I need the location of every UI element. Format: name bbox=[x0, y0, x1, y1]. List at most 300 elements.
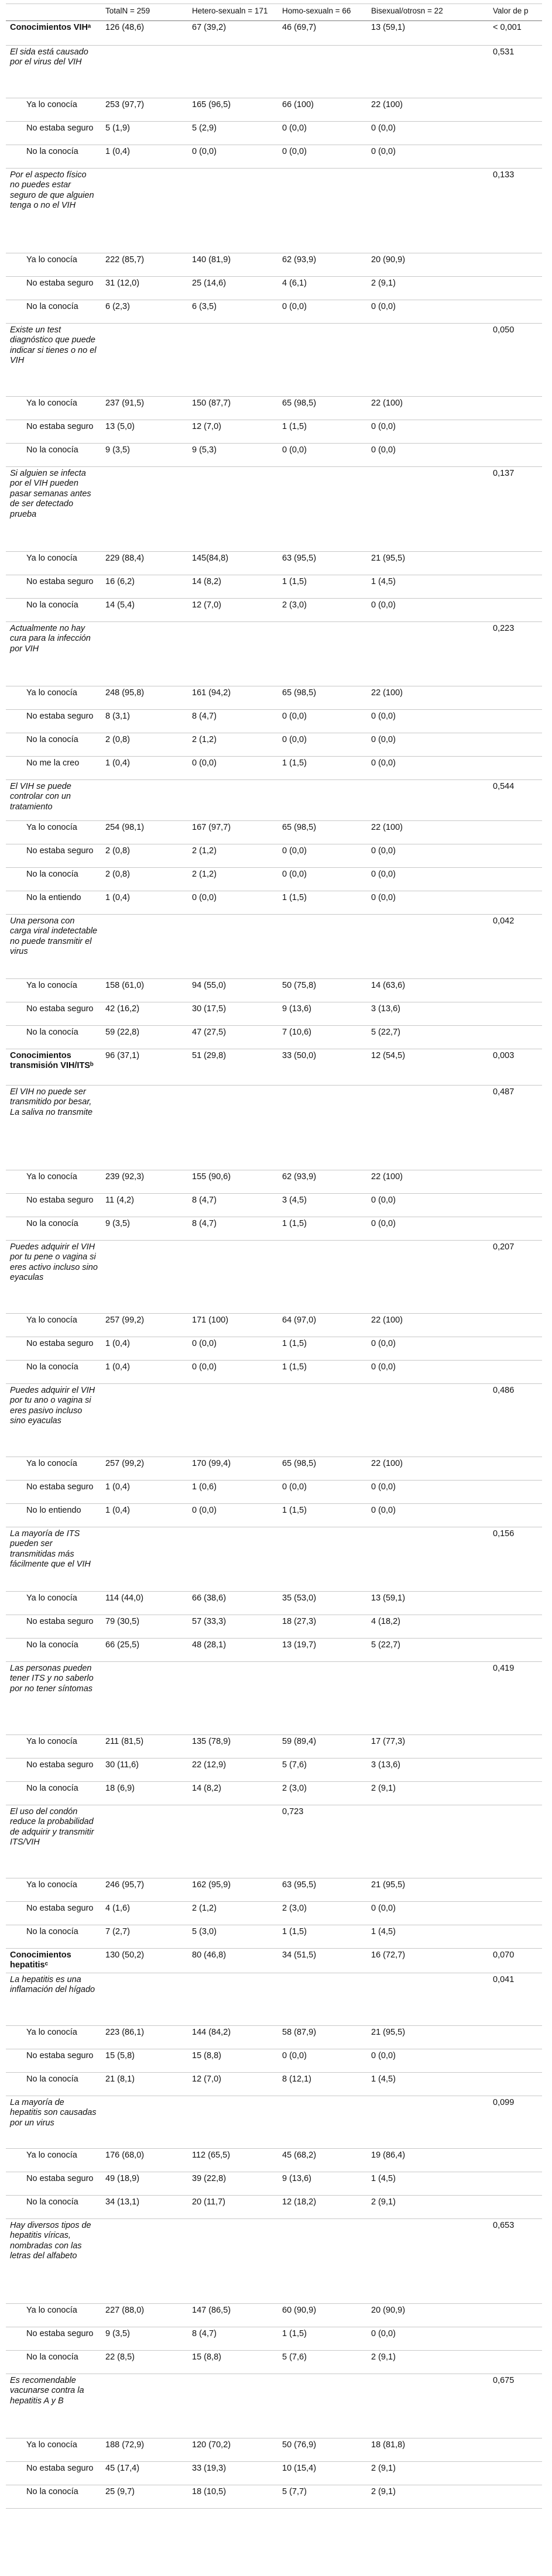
answer-row bbox=[6, 1217, 542, 1241]
answer-row bbox=[6, 891, 542, 915]
homosexual-value: 33 (50,0) bbox=[282, 1051, 317, 1060]
answer-row bbox=[6, 420, 542, 444]
row-label: Actualmente no hay cura para la infección por VIH bbox=[10, 624, 91, 654]
heterosexual-value: 2 (1,2) bbox=[192, 870, 217, 879]
row-label: La mayoría de ITS pueden ser transmitidas más fácilmente que el VIH bbox=[10, 1529, 91, 1569]
homosexual-value: 62 (93,9) bbox=[282, 1172, 317, 1181]
answer-row bbox=[6, 868, 542, 891]
row-label: No la entiendo bbox=[26, 893, 81, 902]
heterosexual-value: 140 (81,9) bbox=[192, 255, 231, 265]
bisexual-value: 0 (0,0) bbox=[371, 422, 396, 431]
heterosexual-value: 0 (0,0) bbox=[192, 1362, 217, 1372]
total-value: 15 (5,8) bbox=[105, 2051, 135, 2060]
total-value: 9 (3,5) bbox=[105, 1219, 130, 1228]
question-row bbox=[6, 46, 542, 98]
homosexual-value: 1 (1,5) bbox=[282, 1362, 307, 1372]
answer-row bbox=[6, 1026, 542, 1049]
bisexual-value: 22 (100) bbox=[371, 823, 403, 832]
answer-row bbox=[6, 1170, 542, 1194]
question-row bbox=[6, 1241, 542, 1314]
heterosexual-value: 66 (38,6) bbox=[192, 1593, 227, 1603]
homosexual-value: 8 (12,1) bbox=[282, 2074, 311, 2084]
total-value: 45 (17,4) bbox=[105, 2464, 140, 2473]
homosexual-value: 1 (1,5) bbox=[282, 1506, 307, 1515]
heterosexual-value: 15 (8,8) bbox=[192, 2352, 221, 2362]
homosexual-value: 2 (3,0) bbox=[282, 600, 307, 610]
homosexual-value: 5 (7,6) bbox=[282, 1760, 307, 1770]
answer-row bbox=[6, 1758, 542, 1782]
homosexual-value: 3 (4,5) bbox=[282, 1196, 307, 1205]
bisexual-value: 21 (95,5) bbox=[371, 1880, 406, 1890]
row-label: La mayoría de hepatitis son causadas por un virus bbox=[10, 2098, 97, 2128]
bisexual-value: 22 (100) bbox=[371, 399, 403, 408]
total-value: 223 (86,1) bbox=[105, 2028, 145, 2037]
answer-row bbox=[6, 1337, 542, 1361]
bisexual-value: 3 (13,6) bbox=[371, 1004, 400, 1014]
homosexual-value: 64 (97,0) bbox=[282, 1316, 317, 1325]
row-label: Ya lo conocía bbox=[26, 1880, 77, 1890]
bisexual-value: 5 (22,7) bbox=[371, 1640, 400, 1650]
heterosexual-value: 80 (46,8) bbox=[192, 1950, 227, 1960]
row-label: La hepatitis es una inflamación del hígado bbox=[10, 1975, 95, 1995]
answer-row bbox=[6, 98, 542, 122]
row-label: No la conocía bbox=[26, 1219, 78, 1228]
bisexual-value: 22 (100) bbox=[371, 1459, 403, 1468]
homosexual-value: 0 (0,0) bbox=[282, 846, 307, 856]
answer-row bbox=[6, 2327, 542, 2351]
row-label: Es recomendable vacunarse contra la hepatitis A y B bbox=[10, 2376, 84, 2406]
answer-row bbox=[6, 2172, 542, 2196]
row-label: Ya lo conocía bbox=[26, 1172, 77, 1181]
row-label: No la conocía bbox=[26, 147, 78, 156]
bisexual-value: 22 (100) bbox=[371, 1316, 403, 1325]
bisexual-value: 1 (4,5) bbox=[371, 2174, 396, 2183]
row-label: Ya lo conocía bbox=[26, 100, 77, 109]
answer-row bbox=[6, 2304, 542, 2327]
table-header bbox=[6, 4, 542, 21]
p-value: 0,099 bbox=[493, 2098, 515, 2107]
total-value: 31 (12,0) bbox=[105, 279, 140, 288]
homosexual-value: 0 (0,0) bbox=[282, 870, 307, 879]
bisexual-value: 0 (0,0) bbox=[371, 1339, 396, 1348]
homosexual-value: 50 (75,8) bbox=[282, 981, 317, 990]
homosexual-value: 58 (87,9) bbox=[282, 2028, 317, 2037]
row-label: No la conocía bbox=[26, 1784, 78, 1793]
row-label: El sida está causado por el virus del VIH bbox=[10, 47, 88, 67]
p-value: 0,050 bbox=[493, 325, 515, 335]
row-label: No la conocía bbox=[26, 2352, 78, 2362]
heterosexual-value: 14 (8,2) bbox=[192, 577, 221, 586]
bisexual-value: 3 (13,6) bbox=[371, 1760, 400, 1770]
header-heterosexual: Hetero-sexualn = 171 bbox=[192, 6, 268, 15]
heterosexual-value: 33 (19,3) bbox=[192, 2464, 227, 2473]
heterosexual-value: 5 (3,0) bbox=[192, 1927, 217, 1936]
homosexual-value: 2 (3,0) bbox=[282, 1904, 307, 1913]
answer-row bbox=[6, 757, 542, 780]
homosexual-value: 34 (51,5) bbox=[282, 1950, 317, 1960]
homosexual-value: 0 (0,0) bbox=[282, 735, 307, 744]
bisexual-value: 0 (0,0) bbox=[371, 870, 396, 879]
question-row bbox=[6, 1662, 542, 1735]
bisexual-value: 16 (72,7) bbox=[371, 1950, 406, 1960]
answer-row bbox=[6, 1639, 542, 1662]
total-value: 1 (0,4) bbox=[105, 1506, 130, 1515]
heterosexual-value: 8 (4,7) bbox=[192, 1196, 217, 1205]
homosexual-value: 1 (1,5) bbox=[282, 893, 307, 902]
total-value: 1 (0,4) bbox=[105, 758, 130, 768]
homosexual-value: 65 (98,5) bbox=[282, 1459, 317, 1468]
row-label: Ya lo conocía bbox=[26, 2440, 77, 2450]
homosexual-value: 5 (7,6) bbox=[282, 2352, 307, 2362]
heterosexual-value: 25 (14,6) bbox=[192, 279, 227, 288]
answer-row bbox=[6, 2462, 542, 2485]
answer-row bbox=[6, 1592, 542, 1615]
total-value: 9 (3,5) bbox=[105, 2329, 130, 2338]
total-value: 211 (81,5) bbox=[105, 1737, 144, 1746]
homosexual-value: 0 (0,0) bbox=[282, 147, 307, 156]
row-label: No la conocía bbox=[26, 2074, 78, 2084]
bisexual-value: 12 (54,5) bbox=[371, 1051, 406, 1060]
answer-row bbox=[6, 2196, 542, 2219]
homosexual-value: 59 (89,4) bbox=[282, 1737, 317, 1746]
homosexual-value: 65 (98,5) bbox=[282, 399, 317, 408]
row-label: No estaba seguro bbox=[26, 279, 94, 288]
answer-row bbox=[6, 444, 542, 467]
heterosexual-value: 2 (1,2) bbox=[192, 846, 217, 856]
heterosexual-value: 94 (55,0) bbox=[192, 981, 227, 990]
row-label: No me la creo bbox=[26, 758, 80, 768]
homosexual-value: 7 (10,6) bbox=[282, 1028, 311, 1037]
heterosexual-value: 67 (39,2) bbox=[192, 23, 227, 32]
homosexual-value: 2 (3,0) bbox=[282, 1784, 307, 1793]
heterosexual-value: 8 (4,7) bbox=[192, 2329, 217, 2338]
total-value: 25 (9,7) bbox=[105, 2487, 135, 2496]
answer-row bbox=[6, 1457, 542, 1481]
heterosexual-value: 161 (94,2) bbox=[192, 688, 231, 698]
heterosexual-value: 6 (3,5) bbox=[192, 302, 217, 311]
row-label: Ya lo conocía bbox=[26, 255, 77, 265]
total-value: 14 (5,4) bbox=[105, 600, 135, 610]
row-label: Ya lo conocía bbox=[26, 981, 77, 990]
row-label: No estaba seguro bbox=[26, 422, 94, 431]
total-value: 126 (48,6) bbox=[105, 23, 145, 32]
homosexual-value: 46 (69,7) bbox=[282, 23, 317, 32]
homosexual-value: 9 (13,6) bbox=[282, 1004, 311, 1014]
homosexual-value: 1 (1,5) bbox=[282, 1927, 307, 1936]
p-value: 0,042 bbox=[493, 916, 515, 926]
bisexual-value: 0 (0,0) bbox=[371, 2329, 396, 2338]
heterosexual-value: 51 (29,8) bbox=[192, 1051, 227, 1060]
row-label: Conocimientos hepatitisᶜ bbox=[10, 1950, 71, 1970]
row-label: Ya lo conocía bbox=[26, 2151, 77, 2160]
row-label: Puedes adquirir el VIH por tu pene o vagina si eres activo incluso sino eyaculas bbox=[10, 1242, 98, 1283]
row-label: Hay diversos tipos de hepatitis víricas, nombradas con las letras del alfabeto bbox=[10, 2221, 91, 2261]
row-label: No la conocía bbox=[26, 2487, 78, 2496]
row-label: Ya lo conocía bbox=[26, 2306, 77, 2315]
bisexual-value: 0 (0,0) bbox=[371, 123, 396, 133]
p-value: 0,675 bbox=[493, 2376, 515, 2385]
row-label: No estaba seguro bbox=[26, 846, 94, 856]
total-value: 2 (0,8) bbox=[105, 870, 130, 879]
row-label: Conocimientos VIHᵃ bbox=[10, 23, 91, 32]
bisexual-value: 0 (0,0) bbox=[371, 846, 396, 856]
p-value: 0,041 bbox=[493, 1975, 515, 1984]
answer-row bbox=[6, 1782, 542, 1805]
answer-row bbox=[6, 1361, 542, 1384]
answer-row bbox=[6, 1194, 542, 1217]
answer-row bbox=[6, 821, 542, 844]
bisexual-value: 1 (4,5) bbox=[371, 1927, 396, 1936]
homosexual-value: 9 (13,6) bbox=[282, 2174, 311, 2183]
row-label: No la conocía bbox=[26, 1640, 78, 1650]
row-label: Conocimientos transmisión VIH/ITSᵇ bbox=[10, 1051, 94, 1071]
heterosexual-value: 0 (0,0) bbox=[192, 893, 217, 902]
total-value: 257 (99,2) bbox=[105, 1459, 145, 1468]
answer-row bbox=[6, 599, 542, 622]
question-row bbox=[6, 915, 542, 979]
total-value: 1 (0,4) bbox=[105, 893, 130, 902]
answer-row bbox=[6, 979, 542, 1002]
heterosexual-value: 0 (0,0) bbox=[192, 758, 217, 768]
homosexual-value: 0 (0,0) bbox=[282, 712, 307, 721]
answer-row bbox=[6, 397, 542, 420]
p-value: 0,486 bbox=[493, 1386, 515, 1395]
row-label: Ya lo conocía bbox=[26, 554, 77, 563]
p-value: 0,207 bbox=[493, 1242, 515, 1252]
row-label: No la conocía bbox=[26, 870, 78, 879]
total-value: 59 (22,8) bbox=[105, 1028, 140, 1037]
total-value: 158 (61,0) bbox=[105, 981, 145, 990]
bisexual-value: 22 (100) bbox=[371, 1172, 403, 1181]
p-value: 0,653 bbox=[493, 2221, 515, 2230]
total-value: 16 (6,2) bbox=[105, 577, 135, 586]
total-value: 1 (0,4) bbox=[105, 1339, 130, 1348]
heterosexual-value: 15 (8,8) bbox=[192, 2051, 221, 2060]
heterosexual-value: 0 (0,0) bbox=[192, 1339, 217, 1348]
question-row bbox=[6, 1973, 542, 2026]
row-label: No estaba seguro bbox=[26, 2051, 94, 2060]
homosexual-value: 1 (1,5) bbox=[282, 1339, 307, 1348]
row-label: Si alguien se infecta por el VIH pueden pasar semanas antes de ser detectado prueba bbox=[10, 469, 91, 519]
question-row bbox=[6, 2374, 542, 2438]
heterosexual-value: 155 (90,6) bbox=[192, 1172, 231, 1181]
bisexual-value: 13 (59,1) bbox=[371, 23, 406, 32]
bisexual-value: 0 (0,0) bbox=[371, 1196, 396, 1205]
answer-row bbox=[6, 1002, 542, 1026]
homosexual-value: 62 (93,9) bbox=[282, 255, 317, 265]
heterosexual-value: 167 (97,7) bbox=[192, 823, 231, 832]
row-label: El VIH no puede ser transmitido por besar, La saliva no transmite bbox=[10, 1087, 93, 1117]
total-value: 1 (0,4) bbox=[105, 1482, 130, 1492]
question-row bbox=[6, 622, 542, 686]
homosexual-value: 50 (76,9) bbox=[282, 2440, 317, 2450]
homosexual-value: 5 (7,7) bbox=[282, 2487, 307, 2496]
p-value: 0,133 bbox=[493, 170, 515, 180]
heterosexual-value: 2 (1,2) bbox=[192, 1904, 217, 1913]
row-label: El uso del condón reduce la probabilidad de adquirir y transmitir ITS/VIH bbox=[10, 1807, 94, 1847]
bisexual-value: 2 (9,1) bbox=[371, 2352, 396, 2362]
p-value: 0,070 bbox=[493, 1950, 515, 1960]
results-table bbox=[6, 4, 542, 2509]
homosexual-value: 65 (98,5) bbox=[282, 688, 317, 698]
heterosexual-value: 39 (22,8) bbox=[192, 2174, 227, 2183]
row-label: No la conocía bbox=[26, 1362, 78, 1372]
bisexual-value: 13 (59,1) bbox=[371, 1593, 406, 1603]
row-label: El VIH se puede controlar con un tratamiento bbox=[10, 782, 71, 812]
heterosexual-value: 112 (65,5) bbox=[192, 2151, 231, 2160]
question-row bbox=[6, 169, 542, 253]
bisexual-value: 2 (9,1) bbox=[371, 2487, 396, 2496]
bisexual-value: 0 (0,0) bbox=[371, 1362, 396, 1372]
bisexual-value: 0 (0,0) bbox=[371, 445, 396, 455]
total-value: 237 (91,5) bbox=[105, 399, 145, 408]
bisexual-value: 22 (100) bbox=[371, 100, 403, 109]
bisexual-value: 2 (9,1) bbox=[371, 279, 396, 288]
total-value: 257 (99,2) bbox=[105, 1316, 145, 1325]
bisexual-value: 2 (9,1) bbox=[371, 2464, 396, 2473]
heterosexual-value: 120 (70,2) bbox=[192, 2440, 231, 2450]
bisexual-value: 0 (0,0) bbox=[371, 1506, 396, 1515]
total-value: 30 (11,6) bbox=[105, 1760, 139, 1770]
bisexual-value: 0 (0,0) bbox=[371, 2051, 396, 2060]
heterosexual-value: 5 (2,9) bbox=[192, 123, 217, 133]
heterosexual-value: 1 (0,6) bbox=[192, 1482, 217, 1492]
answer-row bbox=[6, 1925, 542, 1949]
answer-row bbox=[6, 277, 542, 300]
homosexual-value: 13 (19,7) bbox=[282, 1640, 317, 1650]
row-label: No estaba seguro bbox=[26, 123, 94, 133]
total-value: 246 (95,7) bbox=[105, 1880, 145, 1890]
total-value: 130 (50,2) bbox=[105, 1950, 145, 1960]
heterosexual-value: 8 (4,7) bbox=[192, 1219, 217, 1228]
bisexual-value: 1 (4,5) bbox=[371, 577, 396, 586]
p-value: 0,156 bbox=[493, 1529, 515, 1538]
row-label: No la conocía bbox=[26, 302, 78, 311]
bisexual-value: 0 (0,0) bbox=[371, 1219, 396, 1228]
answer-row bbox=[6, 2026, 542, 2049]
answer-row bbox=[6, 2351, 542, 2374]
bisexual-value: 0 (0,0) bbox=[371, 712, 396, 721]
row-label: No estaba seguro bbox=[26, 1196, 94, 1205]
total-value: 79 (30,5) bbox=[105, 1617, 140, 1626]
p-value: 0,487 bbox=[493, 1087, 515, 1097]
total-value: 222 (85,7) bbox=[105, 255, 145, 265]
answer-row bbox=[6, 253, 542, 277]
bisexual-value: 0 (0,0) bbox=[371, 147, 396, 156]
bisexual-value: 0 (0,0) bbox=[371, 758, 396, 768]
total-value: 229 (88,4) bbox=[105, 554, 145, 563]
homosexual-value: 1 (1,5) bbox=[282, 422, 307, 431]
homosexual-value: 18 (27,3) bbox=[282, 1617, 317, 1626]
answer-row bbox=[6, 300, 542, 324]
heterosexual-value: 14 (8,2) bbox=[192, 1784, 221, 1793]
total-value: 42 (16,2) bbox=[105, 1004, 140, 1014]
homosexual-value: 12 (18,2) bbox=[282, 2197, 317, 2207]
homosexual-value: 1 (1,5) bbox=[282, 1219, 307, 1228]
bisexual-value: 21 (95,5) bbox=[371, 2028, 406, 2037]
question-row bbox=[6, 2219, 542, 2304]
heterosexual-value: 30 (17,5) bbox=[192, 1004, 227, 1014]
question-row bbox=[6, 1527, 542, 1592]
row-label: No estaba seguro bbox=[26, 577, 94, 586]
bisexual-value: 20 (90,9) bbox=[371, 2306, 406, 2315]
heterosexual-value: 165 (96,5) bbox=[192, 100, 231, 109]
homosexual-value: 0 (0,0) bbox=[282, 445, 307, 455]
row-label: No estaba seguro bbox=[26, 1760, 94, 1770]
row-label: Ya lo conocía bbox=[26, 823, 77, 832]
answer-row bbox=[6, 1615, 542, 1639]
row-label: No la conocía bbox=[26, 2197, 78, 2207]
row-label: Ya lo conocía bbox=[26, 1459, 77, 1468]
answer-row bbox=[6, 1735, 542, 1758]
bisexual-value: 0 (0,0) bbox=[371, 1904, 396, 1913]
total-value: 13 (5,0) bbox=[105, 422, 135, 431]
heterosexual-value: 147 (86,5) bbox=[192, 2306, 231, 2315]
total-value: 4 (1,6) bbox=[105, 1904, 130, 1913]
answer-row bbox=[6, 1902, 542, 1925]
row-label: Ya lo conocía bbox=[26, 1593, 77, 1603]
homosexual-value: 1 (1,5) bbox=[282, 2329, 307, 2338]
section-row bbox=[6, 1049, 542, 1086]
total-value: 9 (3,5) bbox=[105, 445, 130, 455]
heterosexual-value: 2 (1,2) bbox=[192, 735, 217, 744]
p-value: 0,419 bbox=[493, 1664, 515, 1673]
row-label: No la conocía bbox=[26, 600, 78, 610]
bisexual-value: 20 (90,9) bbox=[371, 255, 406, 265]
p-value: 0,223 bbox=[493, 624, 515, 633]
heterosexual-value: 162 (95,9) bbox=[192, 1880, 231, 1890]
question-row bbox=[6, 1805, 542, 1878]
row-label: No la conocía bbox=[26, 735, 78, 744]
answer-row bbox=[6, 1481, 542, 1504]
question-row bbox=[6, 2096, 542, 2149]
bisexual-value: 1 (4,5) bbox=[371, 2074, 396, 2084]
total-value: 188 (72,9) bbox=[105, 2440, 145, 2450]
bisexual-value: 5 (22,7) bbox=[371, 1028, 400, 1037]
total-value: 254 (98,1) bbox=[105, 823, 145, 832]
row-label: Ya lo conocía bbox=[26, 399, 77, 408]
homosexual-value: 1 (1,5) bbox=[282, 758, 307, 768]
row-label: No lo entiendo bbox=[26, 1506, 81, 1515]
total-value: 21 (8,1) bbox=[105, 2074, 135, 2084]
row-label: No la conocía bbox=[26, 1927, 78, 1936]
homosexual-value: 66 (100) bbox=[282, 100, 314, 109]
row-label: Por el aspecto físico no puedes estar seguro de que alguien tenga o no el VIH bbox=[10, 170, 94, 211]
homosexual-value: 0 (0,0) bbox=[282, 2051, 307, 2060]
header-homosexual: Homo-sexualn = 66 bbox=[282, 6, 351, 15]
total-value: 5 (1,9) bbox=[105, 123, 130, 133]
total-value: 6 (2,3) bbox=[105, 302, 130, 311]
total-value: 1 (0,4) bbox=[105, 1362, 130, 1372]
row-label: No la conocía bbox=[26, 1028, 78, 1037]
total-value: 248 (95,8) bbox=[105, 688, 145, 698]
homosexual-value: 0 (0,0) bbox=[282, 123, 307, 133]
heterosexual-value: 47 (27,5) bbox=[192, 1028, 227, 1037]
heterosexual-value: 0 (0,0) bbox=[192, 147, 217, 156]
heterosexual-value: 12 (7,0) bbox=[192, 422, 221, 431]
p-value: 0,544 bbox=[493, 782, 515, 791]
total-value: 18 (6,9) bbox=[105, 1784, 135, 1793]
heterosexual-value: 12 (7,0) bbox=[192, 600, 221, 610]
answer-row bbox=[6, 2438, 542, 2462]
homosexual-value: 35 (53,0) bbox=[282, 1593, 317, 1603]
answer-row bbox=[6, 1504, 542, 1527]
bisexual-value: 0 (0,0) bbox=[371, 302, 396, 311]
homosexual-value: 65 (98,5) bbox=[282, 823, 317, 832]
bisexual-value: 4 (18,2) bbox=[371, 1617, 400, 1626]
total-value: 1 (0,4) bbox=[105, 147, 130, 156]
bisexual-value: 17 (77,3) bbox=[371, 1737, 406, 1746]
